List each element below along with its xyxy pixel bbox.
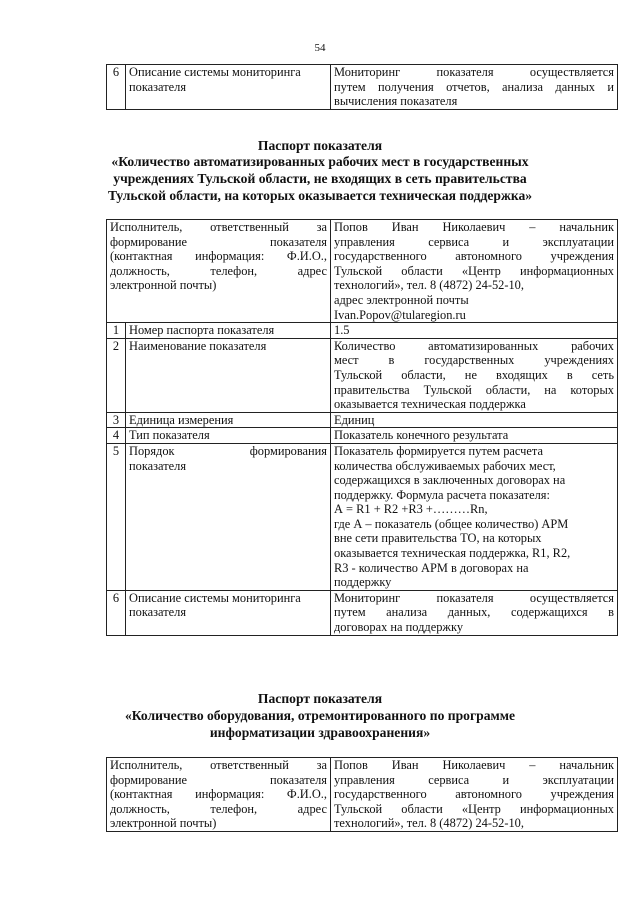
row-label: Описание системы мониторинга показателя	[126, 590, 331, 635]
row-number: 6	[107, 65, 126, 110]
passport-table	[106, 757, 618, 832]
responsible-value: Попов Иван Николаевич – начальник управления сервиса и эксплуатации государственного автономного учреждения Тульской области «Центр информационных технологий», тел. 8 (4872) 24-52-10, адрес электронной почты Ivan.Popov@tularegion.ru	[331, 220, 618, 323]
row-value: Единиц	[331, 412, 618, 428]
table-continuation	[106, 64, 618, 110]
responsible-label: Исполнитель, ответственный за формирование показателя (контактная информация: Ф.И.О., должность, телефон, адрес электронной почты)	[107, 758, 331, 832]
passport-title: Паспорт показателя	[257, 691, 383, 706]
row-label: Номер паспорта показателя	[126, 323, 331, 339]
passport-subtitle: «Количество автоматизированных рабочих мест в государственных учреждениях Тульской области, не входящих в сеть правительства Тульской области, на которых оказывается техническая поддержка»	[107, 154, 533, 203]
passport-table	[106, 219, 618, 636]
row-number: 3	[107, 412, 126, 428]
row-value: Мониторинг показателя осуществляется путем получения отчетов, анализа данных и вычисления показателя	[331, 65, 618, 110]
page-number: 54	[314, 42, 326, 54]
table-row	[107, 590, 618, 635]
row-number: 5	[107, 443, 126, 590]
passport-subtitle: «Количество оборудования, отремонтированного по программе информатизации здравоохранения»	[124, 708, 516, 740]
table-row	[107, 428, 618, 444]
row-number: 1	[107, 323, 126, 339]
row-value: Количество автоматизированных рабочих мест в государственных учреждениях Тульской области, не входящих в сеть правительства Тульской области, на которых оказывается техническая поддержка	[331, 338, 618, 412]
responsible-value: Попов Иван Николаевич – начальник управления сервиса и эксплуатации государственного автономного учреждения Тульской области «Центр информационных технологий», тел. 8 (4872) 24-52-10,	[331, 758, 618, 832]
table-row-responsible	[107, 758, 618, 832]
row-number: 2	[107, 338, 126, 412]
row-label: Описание системы мониторинга показателя	[126, 65, 331, 110]
row-number: 4	[107, 428, 126, 444]
responsible-label: Исполнитель, ответственный за формирование показателя (контактная информация: Ф.И.О., должность, телефон, адрес электронной почты)	[107, 220, 331, 323]
row-label: Тип показателя	[126, 428, 331, 444]
row-label: Единица измерения	[126, 412, 331, 428]
table-row	[107, 323, 618, 339]
table-row	[107, 443, 618, 590]
row-label: Порядок формирования показателя	[126, 443, 331, 590]
row-value: Мониторинг показателя осуществляется путем анализа данных, содержащихся в договорах на поддержку	[331, 590, 618, 635]
table-row-responsible	[107, 220, 618, 323]
row-label: Наименование показателя	[126, 338, 331, 412]
row-value: Показатель конечного результата	[331, 428, 618, 444]
passport-title: Паспорт показателя	[257, 138, 383, 153]
table-row	[107, 65, 618, 110]
row-value: 1.5	[331, 323, 618, 339]
table-row	[107, 338, 618, 412]
row-number: 6	[107, 590, 126, 635]
row-value: Показатель формируется путем расчета количества обслуживаемых рабочих мест, содержащихся в заключенных договорах на поддержку. Формула расчета показателя: А = R1 + R2 +R3 +………Rn, где А – показатель (общее количество) АРМ вне сети правительства ТО, на которых оказывается техническая поддержка, R1, R2, R3 - количество АРМ в договорах на поддержку	[331, 443, 618, 590]
table-row	[107, 412, 618, 428]
